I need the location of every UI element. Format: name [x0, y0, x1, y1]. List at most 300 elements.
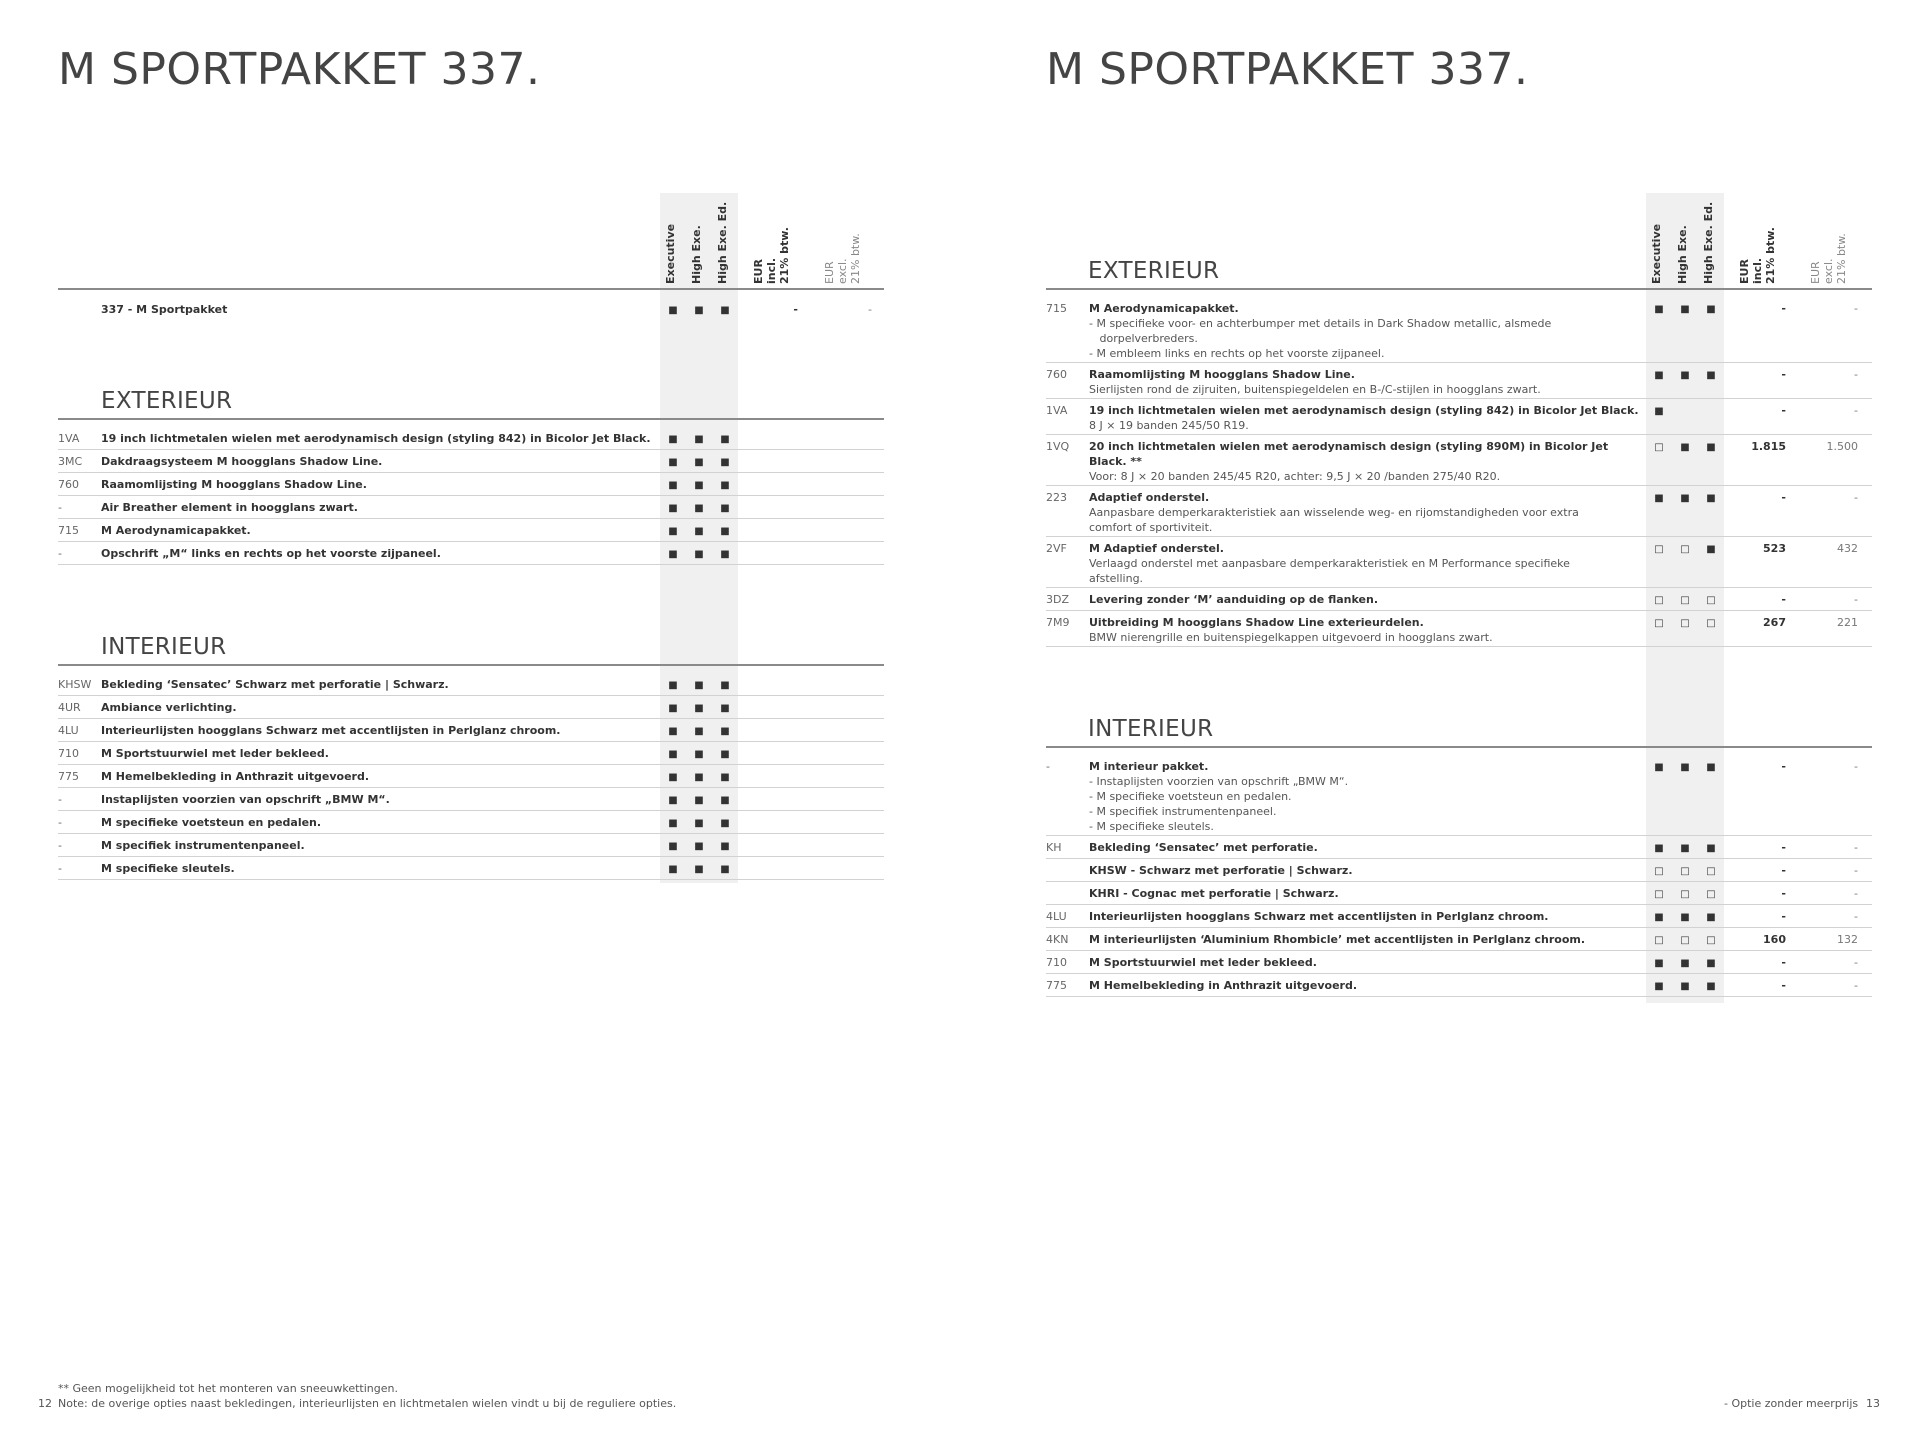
availability-mark: ■ [668, 503, 678, 514]
option-code: KH [1046, 841, 1062, 854]
option-description [101, 523, 661, 538]
price-incl-vat: - [1781, 302, 1786, 315]
availability-mark: ■ [1680, 762, 1690, 773]
availability-mark: ■ [1654, 493, 1664, 504]
option-label: M Hemelbekleding in Anthrazit uitgevoerd. [1089, 979, 1358, 992]
availability-mark: ■ [1680, 442, 1690, 453]
option-detail: 8 J × 19 banden 245/50 R19. [1089, 419, 1249, 432]
option-detail: - M specifieke voor- en achterbumper met details in Dark Shadow metallic, alsmede [1089, 317, 1552, 330]
option-code: 7M9 [1046, 616, 1070, 629]
option-row-exterieur [58, 519, 884, 542]
option-label: M Aerodynamicapakket. [1089, 302, 1239, 315]
availability-mark: □ [1680, 889, 1690, 900]
price-excl-vat: - [1854, 368, 1858, 381]
col-header-high-exe-ed: High Exe. Ed. [1702, 201, 1715, 284]
option-code: 3DZ [1046, 593, 1070, 606]
availability-mark: ■ [668, 726, 678, 737]
option-code: KHSW [58, 678, 92, 691]
option-description [101, 723, 661, 738]
option-label: M Adaptief onderstel. [1089, 542, 1224, 555]
availability-mark: □ [1706, 889, 1716, 900]
availability-mark: ■ [1706, 493, 1716, 504]
option-code: 4LU [1046, 910, 1067, 923]
availability-mark: ■ [1680, 958, 1690, 969]
footnote-snow-chains: ** Geen mogelijkheid tot het monteren van sneeuwkettingen. [58, 1382, 398, 1395]
price-incl-vat: - [1781, 368, 1786, 381]
availability-mark: ■ [694, 526, 704, 537]
availability-mark: ■ [668, 864, 678, 875]
option-description [1089, 367, 1649, 397]
option-code: 2VF [1046, 542, 1067, 555]
option-description [1089, 490, 1649, 535]
option-label: Adaptief onderstel. [1089, 491, 1210, 504]
availability-mark: ■ [1654, 843, 1664, 854]
availability-mark: ■ [720, 549, 730, 560]
price-incl-vat: 1.815 [1751, 440, 1786, 453]
col-header-high-exe: High Exe. [690, 225, 703, 284]
option-label: 19 inch lichtmetalen wielen met aerodynamisch design (styling 842) in Bicolor Jet Black. [1089, 404, 1639, 417]
section-rule [1046, 288, 1872, 290]
option-row-interieur [58, 811, 884, 834]
option-code: 715 [1046, 302, 1067, 315]
option-label: Instaplijsten voorzien van opschrift „BMW M“. [101, 793, 390, 806]
option-detail: Sierlijsten rond de zijruiten, buitenspiegeldelen en B-/C-stijlen in hoogglans zwart. [1089, 383, 1541, 396]
availability-mark: □ [1680, 618, 1690, 629]
col-header-high-exe: High Exe. [1676, 225, 1689, 284]
page-title: M SPORTPAKKET 337. [1046, 44, 1529, 95]
option-description [1089, 955, 1649, 970]
option-label: Bekleding ‘Sensatec’ met perforatie. [1089, 841, 1318, 854]
price-incl-vat: - [1781, 910, 1786, 923]
availability-mark: ■ [668, 549, 678, 560]
option-row-interieur [1046, 905, 1872, 928]
option-row-exterieur [1046, 297, 1872, 363]
option-description [1089, 759, 1649, 834]
availability-mark: ■ [668, 457, 678, 468]
price-excl-vat: - [1854, 593, 1858, 606]
option-detail: comfort of sportiviteit. [1089, 521, 1213, 534]
price-excl-vat: - [1854, 491, 1858, 504]
option-row-interieur [58, 742, 884, 765]
availability-mark: ■ [720, 841, 730, 852]
price-excl-vat: - [1854, 910, 1858, 923]
option-code: 1VA [1046, 404, 1068, 417]
price-incl-vat: - [1781, 979, 1786, 992]
option-row-interieur [58, 719, 884, 742]
option-description [101, 677, 661, 692]
availability-mark: ■ [1680, 493, 1690, 504]
legend-no-surcharge: - Optie zonder meerprijs [1724, 1397, 1859, 1410]
option-label: M specifiek instrumentenpaneel. [101, 839, 305, 852]
option-description [101, 861, 661, 876]
option-detail: - M embleem links en rechts op het voorste zijpaneel. [1089, 347, 1385, 360]
availability-mark: ■ [1680, 304, 1690, 315]
option-label-continued: Black. ** [1089, 455, 1142, 468]
option-label: M Hemelbekleding in Anthrazit uitgevoerd. [101, 770, 370, 783]
option-code: 4LU [58, 724, 79, 737]
price-incl-vat: - [1781, 404, 1786, 417]
option-row-exterieur [58, 496, 884, 519]
option-row-interieur [1046, 951, 1872, 974]
price-incl-vat: 267 [1763, 616, 1786, 629]
option-row-interieur [58, 673, 884, 696]
row-divider [1046, 996, 1872, 997]
availability-mark: ■ [1680, 843, 1690, 854]
price-incl-vat: - [1781, 760, 1786, 773]
availability-mark: ■ [720, 457, 730, 468]
availability-mark: ■ [1680, 370, 1690, 381]
option-detail: Verlaagd onderstel met aanpasbare demperkarakteristiek en M Performance specifieke [1089, 557, 1570, 570]
option-label: 20 inch lichtmetalen wielen met aerodynamisch design (styling 890M) in Bicolor Jet [1089, 440, 1609, 453]
option-description [1089, 886, 1649, 901]
option-code: - [58, 839, 62, 852]
option-row-interieur [58, 788, 884, 811]
availability-mark: ■ [668, 434, 678, 445]
availability-mark: ■ [720, 818, 730, 829]
option-label: Levering zonder ‘M’ aanduiding op de flanken. [1089, 593, 1378, 606]
price-incl-vat: - [1781, 491, 1786, 504]
page-title: M SPORTPAKKET 337. [58, 44, 541, 95]
availability-mark: ■ [1654, 762, 1664, 773]
option-row-exterieur [1046, 399, 1872, 435]
col-header-executive: Executive [664, 223, 677, 284]
availability-mark: ■ [1706, 544, 1716, 555]
availability-mark: ■ [668, 526, 678, 537]
option-description [1089, 403, 1649, 433]
availability-mark: ■ [720, 703, 730, 714]
option-description [101, 815, 661, 830]
availability-mark: □ [1654, 595, 1664, 606]
availability-mark: ■ [720, 526, 730, 537]
availability-mark: □ [1680, 544, 1690, 555]
option-code: 1VA [58, 432, 80, 445]
price-incl-vat: - [793, 303, 798, 316]
availability-mark: ■ [668, 841, 678, 852]
option-detail: - Instaplijsten voorzien van opschrift „BMW M“. [1089, 775, 1349, 788]
availability-mark: ■ [694, 434, 704, 445]
option-description [101, 838, 661, 853]
availability-mark: □ [1654, 544, 1664, 555]
option-row-exterieur [1046, 611, 1872, 647]
option-label: Uitbreiding M hoogglans Shadow Line exterieurdelen. [1089, 616, 1424, 629]
option-label: Raamomlijsting M hoogglans Shadow Line. [101, 478, 367, 491]
row-divider [1046, 646, 1872, 647]
availability-mark: □ [1654, 618, 1664, 629]
availability-mark: ■ [1654, 370, 1664, 381]
availability-mark: ■ [668, 305, 678, 316]
option-code: 3MC [58, 455, 83, 468]
option-row-exterieur [58, 450, 884, 473]
option-row-interieur [58, 765, 884, 788]
option-description [101, 746, 661, 761]
availability-mark: ■ [668, 795, 678, 806]
availability-mark: ■ [1706, 442, 1716, 453]
price-excl-vat: - [1854, 841, 1858, 854]
price-incl-vat: - [1781, 841, 1786, 854]
option-description [101, 769, 661, 784]
price-incl-vat: - [1781, 864, 1786, 877]
price-incl-vat: - [1781, 593, 1786, 606]
availability-mark: □ [1654, 442, 1664, 453]
option-detail: - M specifieke voetsteun en pedalen. [1089, 790, 1292, 803]
availability-mark: □ [1680, 595, 1690, 606]
option-row-exterieur [58, 473, 884, 496]
option-detail: Voor: 8 J × 20 banden 245/45 R20, achter: 9,5 J × 20 /banden 275/40 R20. [1089, 470, 1501, 483]
availability-mark: ■ [694, 749, 704, 760]
col-header-eur-incl: EUR incl. 21% btw. [752, 227, 791, 284]
option-label: M specifieke voetsteun en pedalen. [101, 816, 322, 829]
option-row-interieur [1046, 928, 1872, 951]
availability-mark: □ [1680, 935, 1690, 946]
price-incl-vat: 160 [1763, 933, 1786, 946]
availability-mark: □ [1706, 595, 1716, 606]
availability-mark: ■ [694, 305, 704, 316]
col-header-eur-incl: EUR incl. 21% btw. [1738, 227, 1777, 284]
availability-mark: ■ [668, 749, 678, 760]
availability-mark: □ [1706, 935, 1716, 946]
availability-mark: □ [1680, 866, 1690, 877]
availability-mark: ■ [668, 680, 678, 691]
option-code: - [58, 816, 62, 829]
option-row-interieur [1046, 974, 1872, 997]
price-incl-vat: - [1781, 887, 1786, 900]
availability-mark: ■ [720, 795, 730, 806]
option-label: M Aerodynamicapakket. [101, 524, 251, 537]
option-description [101, 700, 661, 715]
option-code: 1VQ [1046, 440, 1070, 453]
option-row-exterieur [58, 427, 884, 450]
availability-mark: ■ [1706, 762, 1716, 773]
option-row-interieur [58, 857, 884, 880]
availability-mark: ■ [720, 480, 730, 491]
availability-mark: ■ [1680, 912, 1690, 923]
option-code: 4KN [1046, 933, 1069, 946]
option-label: Opschrift „M“ links en rechts op het voorste zijpaneel. [101, 547, 441, 560]
option-code: - [58, 793, 62, 806]
availability-mark: ■ [694, 726, 704, 737]
section-title-interieur: INTERIEUR [101, 634, 227, 660]
availability-mark: ■ [668, 703, 678, 714]
option-label: Bekleding ‘Sensatec’ Schwarz met perforatie | Schwarz. [101, 678, 449, 691]
option-detail: dorpelverbreders. [1089, 332, 1198, 345]
option-description [101, 477, 661, 492]
footnote-note: Note: de overige opties naast bekledingen, interieurlijsten en lichtmetalen wielen vindt u bij de reguliere opties. [58, 1397, 677, 1410]
availability-mark: ■ [1680, 981, 1690, 992]
header-rule [58, 288, 884, 290]
availability-mark: ■ [1654, 912, 1664, 923]
availability-mark: ■ [694, 503, 704, 514]
availability-mark: ■ [720, 434, 730, 445]
price-excl-vat: - [1854, 302, 1858, 315]
price-excl-vat: - [1854, 404, 1858, 417]
availability-mark: ■ [694, 772, 704, 783]
price-excl-vat: - [1854, 956, 1858, 969]
section-title-interieur: INTERIEUR [1088, 716, 1214, 742]
option-row-exterieur [58, 542, 884, 565]
option-label: Dakdraagsysteem M hoogglans Shadow Line. [101, 455, 383, 468]
option-label: M specifieke sleutels. [101, 862, 235, 875]
availability-mark: ■ [694, 549, 704, 560]
availability-mark: ■ [1654, 406, 1664, 417]
availability-mark: ■ [694, 841, 704, 852]
section-title-exterieur: EXTERIEUR [1088, 258, 1220, 284]
option-code: - [1046, 760, 1050, 773]
availability-mark: ■ [720, 503, 730, 514]
option-code: 710 [1046, 956, 1067, 969]
option-label: Ambiance verlichting. [101, 701, 237, 714]
availability-mark: ■ [1654, 304, 1664, 315]
option-row-exterieur [1046, 363, 1872, 399]
option-description [101, 500, 661, 515]
option-description [1089, 615, 1649, 645]
section-rule [58, 664, 884, 666]
price-excl-vat: - [1854, 864, 1858, 877]
price-excl-vat: 221 [1837, 616, 1858, 629]
option-code: 223 [1046, 491, 1067, 504]
availability-mark: ■ [720, 726, 730, 737]
price-excl-vat: - [1854, 887, 1858, 900]
option-label: M interieurlijsten ‘Aluminium Rhombicle’ met accentlijsten in Perlglanz chroom. [1089, 933, 1586, 946]
availability-mark: ■ [694, 795, 704, 806]
option-code: 710 [58, 747, 79, 760]
option-description [101, 454, 661, 469]
option-detail: - M specifiek instrumentenpaneel. [1089, 805, 1277, 818]
page-number: 13 [1866, 1397, 1880, 1410]
package-label: 337 - M Sportpakket [101, 303, 228, 316]
availability-mark: ■ [1654, 981, 1664, 992]
availability-mark: ■ [1706, 304, 1716, 315]
option-description [101, 546, 661, 561]
row-divider [58, 564, 884, 565]
section-rule [58, 418, 884, 420]
option-code: 760 [58, 478, 79, 491]
option-description [1089, 840, 1649, 855]
option-label: 19 inch lichtmetalen wielen met aerodynamisch design (styling 842) in Bicolor Jet Black. [101, 432, 651, 445]
availability-mark: ■ [720, 772, 730, 783]
col-header-high-exe-ed: High Exe. Ed. [716, 201, 729, 284]
availability-mark: ■ [694, 457, 704, 468]
option-code: 775 [1046, 979, 1067, 992]
option-label: KHRI - Cognac met perforatie | Schwarz. [1089, 887, 1339, 900]
availability-mark: ■ [720, 864, 730, 875]
option-code: - [58, 862, 62, 875]
option-code: 715 [58, 524, 79, 537]
option-code: 775 [58, 770, 79, 783]
availability-mark: ■ [1706, 981, 1716, 992]
availability-mark: ■ [720, 305, 730, 316]
price-excl-vat: - [1854, 760, 1858, 773]
option-description [1089, 541, 1649, 586]
option-description [101, 302, 661, 317]
option-detail: BMW nierengrille en buitenspiegelkappen uitgevoerd in hoogglans zwart. [1089, 631, 1493, 644]
price-excl-vat: - [868, 303, 872, 316]
page-number: 12 [38, 1397, 52, 1410]
option-label: Interieurlijsten hoogglans Schwarz met accentlijsten in Perlglanz chroom. [1089, 910, 1549, 923]
availability-mark: ■ [1706, 843, 1716, 854]
option-row-interieur [58, 696, 884, 719]
availability-mark: □ [1654, 935, 1664, 946]
availability-mark: ■ [668, 818, 678, 829]
col-header-executive: Executive [1650, 223, 1663, 284]
price-excl-vat: - [1854, 979, 1858, 992]
price-incl-vat: 523 [1763, 542, 1786, 555]
availability-mark: ■ [668, 772, 678, 783]
option-description [101, 792, 661, 807]
section-rule [1046, 746, 1872, 748]
option-row-interieur [1046, 836, 1872, 859]
option-description [1089, 592, 1649, 607]
option-detail: Aanpasbare demperkarakteristiek aan wisselende weg- en rijomstandigheden voor extra [1089, 506, 1579, 519]
availability-mark: □ [1654, 866, 1664, 877]
option-row-interieur [1046, 859, 1872, 882]
option-code: 760 [1046, 368, 1067, 381]
option-label: Interieurlijsten hoogglans Schwarz met accentlijsten in Perlglanz chroom. [101, 724, 561, 737]
option-label: M interieur pakket. [1089, 760, 1209, 773]
option-description [1089, 439, 1649, 484]
option-row-interieur [1046, 755, 1872, 836]
availability-mark: ■ [1654, 958, 1664, 969]
option-row-exterieur [1046, 537, 1872, 588]
option-description [1089, 932, 1649, 947]
col-header-eur-excl: EUR excl. 21% btw. [1809, 233, 1848, 284]
price-excl-vat: 132 [1837, 933, 1858, 946]
option-description [1089, 863, 1649, 878]
availability-mark: ■ [694, 864, 704, 875]
section-title-exterieur: EXTERIEUR [101, 388, 233, 414]
option-label: M Sportstuurwiel met leder bekleed. [1089, 956, 1317, 969]
option-code: 4UR [58, 701, 81, 714]
price-excl-vat: 432 [1837, 542, 1858, 555]
availability-mark: □ [1654, 889, 1664, 900]
option-label: M Sportstuurwiel met leder bekleed. [101, 747, 329, 760]
option-description [101, 431, 661, 446]
option-description [1089, 301, 1649, 361]
availability-mark: ■ [1706, 912, 1716, 923]
row-divider [58, 879, 884, 880]
availability-mark: ■ [694, 703, 704, 714]
option-row-exterieur [1046, 435, 1872, 486]
option-code: - [58, 547, 62, 560]
availability-mark: ■ [1706, 370, 1716, 381]
option-detail: - M specifieke sleutels. [1089, 820, 1214, 833]
option-code: - [58, 501, 62, 514]
availability-mark: ■ [668, 480, 678, 491]
availability-mark: ■ [720, 749, 730, 760]
option-label: KHSW - Schwarz met perforatie | Schwarz. [1089, 864, 1353, 877]
availability-mark: ■ [694, 818, 704, 829]
package-row [58, 298, 884, 322]
availability-mark: ■ [694, 480, 704, 491]
option-detail: afstelling. [1089, 572, 1144, 585]
availability-mark: ■ [720, 680, 730, 691]
option-row-exterieur [1046, 486, 1872, 537]
availability-mark: ■ [694, 680, 704, 691]
price-excl-vat: 1.500 [1826, 440, 1858, 453]
option-row-interieur [1046, 882, 1872, 905]
right-page [960, 0, 1920, 1440]
availability-mark: □ [1706, 866, 1716, 877]
price-incl-vat: - [1781, 956, 1786, 969]
availability-mark: □ [1706, 618, 1716, 629]
option-label: Raamomlijsting M hoogglans Shadow Line. [1089, 368, 1355, 381]
availability-mark: ■ [1706, 958, 1716, 969]
col-header-eur-excl: EUR excl. 21% btw. [823, 233, 862, 284]
option-description [1089, 909, 1649, 924]
option-description [1089, 978, 1649, 993]
option-row-exterieur [1046, 588, 1872, 611]
option-label: Air Breather element in hoogglans zwart. [101, 501, 358, 514]
option-row-interieur [58, 834, 884, 857]
